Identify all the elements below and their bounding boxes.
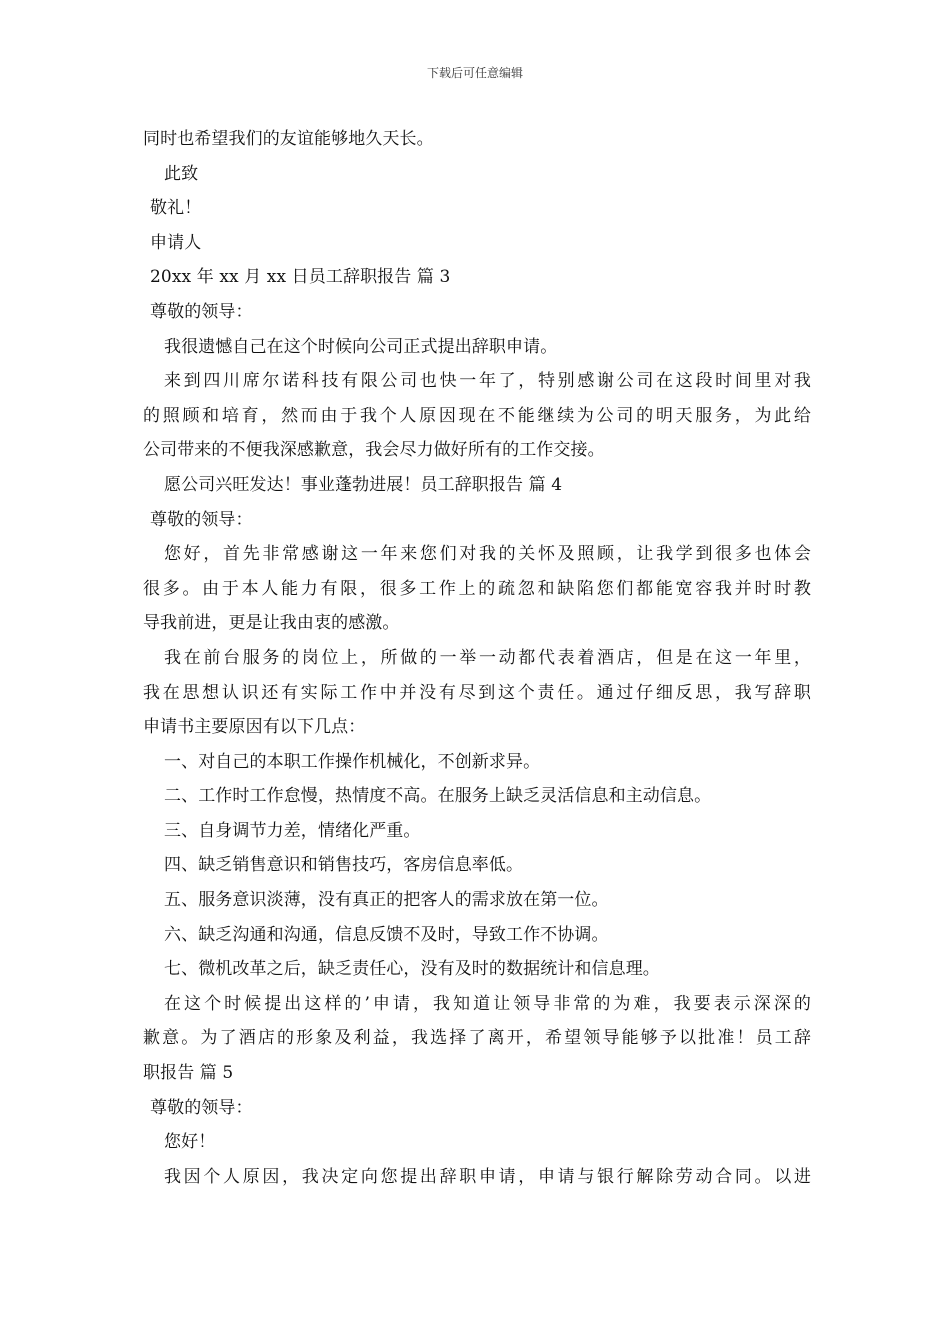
text-line: 我因个人原因，我决定向您提出辞职申请，申请与银行解除劳动合同。以进 bbox=[164, 1166, 811, 1187]
text-line: 导我前进，更是让我由衷的感激。 bbox=[143, 613, 400, 634]
text-line: 歉意。为了酒店的形象及利益，我选择了离开，希望领导能够予以批准！员工辞 bbox=[143, 1028, 811, 1049]
text-line: 的照顾和培育，然而由于我个人原因现在不能继续为公司的明天服务，为此给 bbox=[143, 405, 811, 426]
list-item: 三、自身调节力差，情绪化严重。 bbox=[164, 820, 421, 841]
section-heading: 职报告 篇 5 bbox=[143, 1063, 234, 1084]
list-item: 一、对自己的本职工作操作机械化，不创新求异。 bbox=[164, 751, 541, 772]
text-line: 您好，首先非常感谢这一年来您们对我的关怀及照顾，让我学到很多也体会 bbox=[164, 544, 811, 565]
text-line: 我在前台服务的岗位上，所做的一举一动都代表着酒店，但是在这一年里， bbox=[164, 647, 811, 668]
salutation: 尊敬的领导： bbox=[150, 301, 253, 322]
list-item: 六、缺乏沟通和沟通，信息反馈不及时，导致工作不协调。 bbox=[164, 924, 609, 945]
text-line: 申请人 bbox=[150, 232, 202, 253]
text-line: 敬礼！ bbox=[150, 198, 202, 219]
text-line: 我在思想认识还有实际工作中并没有尽到这个责任。通过仔细反思，我写辞职 bbox=[143, 682, 811, 703]
page-header: 下载后可任意编辑 bbox=[426, 66, 523, 80]
section-heading: 20xx 年 xx 月 xx 日员工辞职报告 篇 3 bbox=[150, 267, 451, 288]
section-heading: 愿公司兴旺发达！事业蓬勃进展！员工辞职报告 篇 4 bbox=[164, 474, 563, 495]
text-line: 在这个时候提出这样的’申请，我知道让领导非常的为难，我要表示深深的 bbox=[164, 993, 811, 1014]
text-line: 很多。由于本人能力有限，很多工作上的疏忽和缺陷您们都能宽容我并时时教 bbox=[143, 578, 811, 599]
text-line: 来到四川席尔诺科技有限公司也快一年了，特别感谢公司在这段时间里对我 bbox=[164, 371, 811, 392]
list-item: 七、微机改革之后，缺乏责任心，没有及时的数据统计和信息理。 bbox=[164, 959, 660, 980]
list-item: 五、服务意识淡薄，没有真正的把客人的需求放在第一位。 bbox=[164, 890, 609, 911]
text-line: 申请书主要原因有以下几点： bbox=[143, 717, 366, 738]
salutation: 尊敬的领导： bbox=[150, 509, 253, 530]
text-line: 您好！ bbox=[164, 1132, 216, 1153]
text-line: 我很遗憾自己在这个时候向公司正式提出辞职申请。 bbox=[164, 336, 558, 357]
list-item: 四、缺乏销售意识和销售技巧，客房信息率低。 bbox=[164, 855, 524, 876]
document-body bbox=[143, 122, 811, 1194]
text-line: 此致 bbox=[164, 163, 199, 184]
text-line: 公司带来的不便我深感歉意，我会尽力做好所有的工作交接。 bbox=[143, 440, 605, 461]
list-item: 二、工作时工作怠慢，热情度不高。在服务上缺乏灵活信息和主动信息。 bbox=[164, 786, 712, 807]
salutation: 尊敬的领导： bbox=[150, 1097, 253, 1118]
text-line: 同时也希望我们的友谊能够地久天长。 bbox=[143, 129, 434, 149]
